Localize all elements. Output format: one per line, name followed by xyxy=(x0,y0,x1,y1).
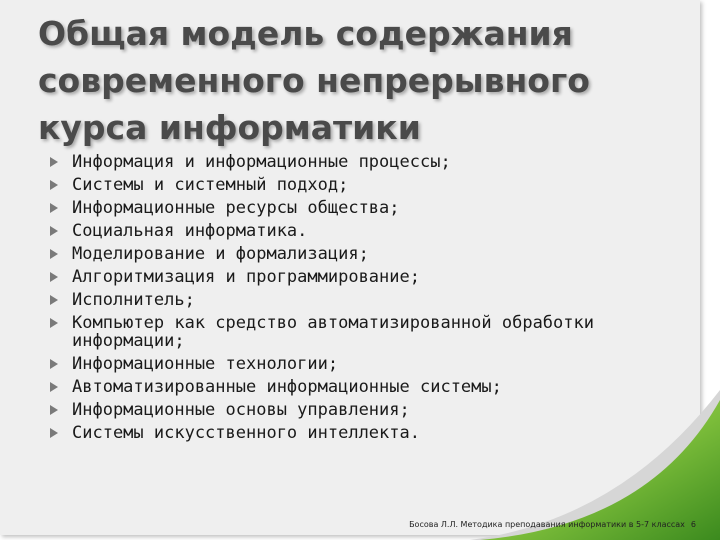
triangle-right-icon xyxy=(50,295,58,305)
triangle-right-icon xyxy=(50,318,58,328)
list-item xyxy=(50,291,690,309)
list-item xyxy=(50,199,690,217)
list-item-text: Системы и системный подход; xyxy=(72,175,349,195)
page-number: 6 xyxy=(690,520,696,529)
triangle-right-icon xyxy=(50,428,58,438)
triangle-right-icon xyxy=(50,203,58,213)
list-item xyxy=(50,355,690,373)
list-item-text: Информация и информационные процессы; xyxy=(72,152,451,172)
list-item xyxy=(50,176,690,194)
list-item xyxy=(50,153,690,171)
triangle-right-icon xyxy=(50,272,58,282)
triangle-right-icon xyxy=(50,226,58,236)
list-item-text: Исполнитель; xyxy=(72,290,195,310)
list-item xyxy=(50,245,690,263)
list-item-text: Информационные основы управления; xyxy=(72,400,410,420)
list-item-text: Моделирование и формализация; xyxy=(72,244,369,264)
triangle-right-icon xyxy=(50,157,58,167)
list-item xyxy=(50,268,690,286)
triangle-right-icon xyxy=(50,359,58,369)
list-item xyxy=(50,314,690,350)
footer xyxy=(409,520,696,529)
list-item-text: Социальная информатика. xyxy=(72,221,308,241)
list-item xyxy=(50,424,690,442)
triangle-right-icon xyxy=(50,405,58,415)
list-item xyxy=(50,222,690,240)
bullet-list xyxy=(50,153,690,447)
triangle-right-icon xyxy=(50,382,58,392)
list-item-text: Информационные технологии; xyxy=(72,354,339,374)
list-item-text: Компьютер как средство автоматизированной обработки информации; xyxy=(72,313,594,351)
triangle-right-icon xyxy=(50,180,58,190)
list-item-text: Системы искусственного интеллекта. xyxy=(72,423,420,443)
slide-title: Общая модель содержания современного непрерывного курса информатики xyxy=(38,14,590,147)
list-item xyxy=(50,378,690,396)
list-item-text: Автоматизированные информационные системы; xyxy=(72,377,502,397)
triangle-right-icon xyxy=(50,249,58,259)
list-item xyxy=(50,401,690,419)
list-item-text: Алгоритмизация и программирование; xyxy=(72,267,420,287)
footer-citation: Босова Л.Л. Методика преподавания информатики в 5-7 классах xyxy=(409,520,685,529)
list-item-text: Информационные ресурсы общества; xyxy=(72,198,400,218)
